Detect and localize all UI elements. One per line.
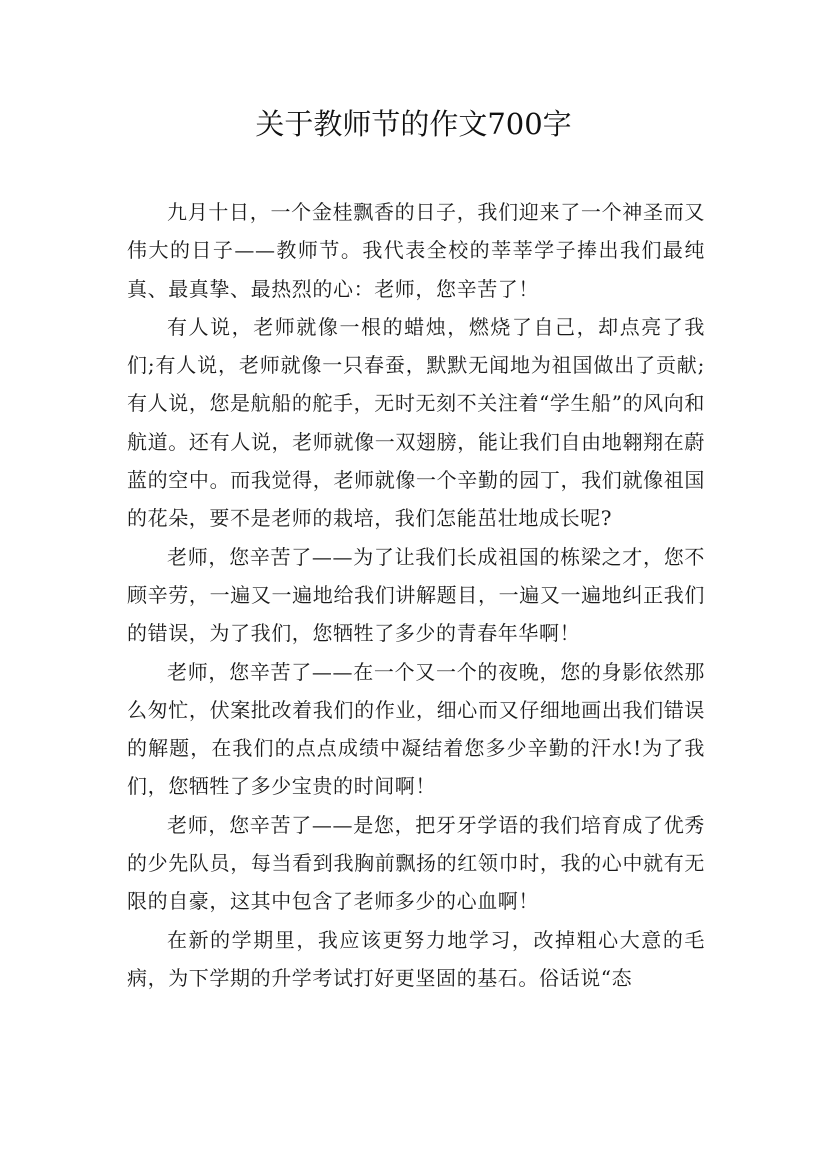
paragraph: 九月十日，一个金桂飘香的日子，我们迎来了一个神圣而又伟大的日子——教师节。我代表全校的莘莘学子捧出我们最纯真、最真挚、最热烈的心：老师，您辛苦了！ [127,200,705,301]
document-body [127,193,705,997]
paragraph: 在新的学期里，我应该更努力地学习，改掉粗心大意的毛病，为下学期的升学考试打好更坚固的基石。俗话说“态 [127,927,705,990]
document-title: 关于教师节的作文700字 [255,107,572,141]
paragraph: 老师，您辛苦了——是您，把牙牙学语的我们培育成了优秀的少先队员，每当看到我胸前飘扬的红领巾时，我的心中就有无限的自豪，这其中包含了老师多少的心血啊！ [127,812,705,914]
paragraph: 老师，您辛苦了——为了让我们长成祖国的栋梁之才，您不顾辛劳，一遍又一遍地给我们讲解题目，一遍又一遍地纠正我们的错误，为了我们，您牺牲了多少的青春年华啊！ [127,544,705,646]
paragraph: 老师，您辛苦了——在一个又一个的夜晚，您的身影依然那么匆忙，伏案批改着我们的作业，细心而又仔细地画出我们错误的解题，在我们的点点成绩中凝结着您多少辛勤的汗水!为了我们，您牺牲了多少宝贵的时间啊！ [127,659,705,799]
paragraph: 有人说，老师就像一根的蜡烛，燃烧了自己，却点亮了我们;有人说，老师就像一只春蚕，默默无闻地为祖国做出了贡献;有人说，您是航船的舵手，无时无刻不关注着“学生船”的风向和航道。还有人说，老师就像一双翅膀，能让我们自由地翱翔在蔚蓝的空中。而我觉得，老师就像一个辛勤的园丁，我们就像祖国的花朵，要不是老师的栽培，我们怎能茁壮地成长呢? [127,314,705,531]
